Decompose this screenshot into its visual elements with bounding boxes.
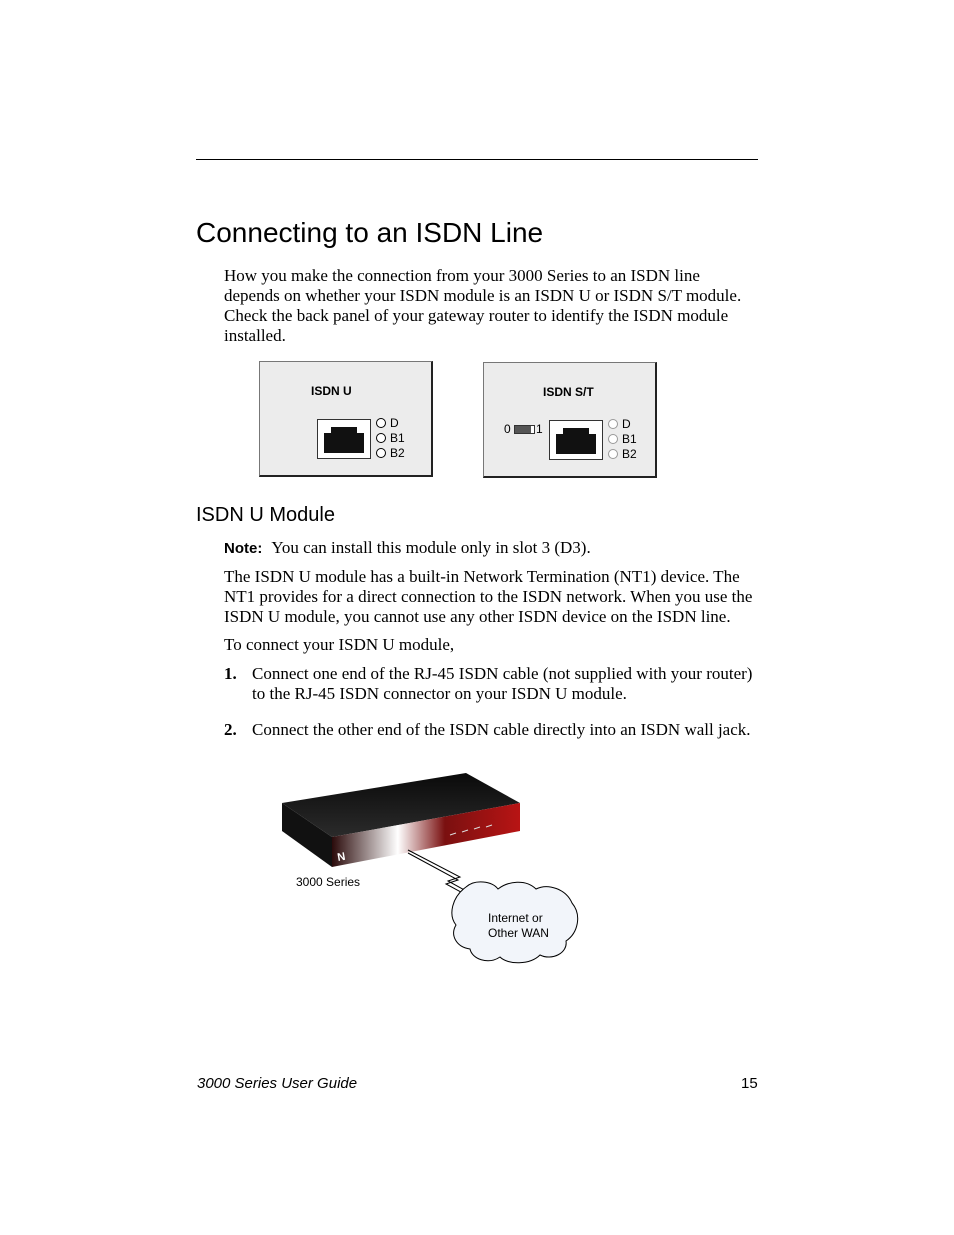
cloud-line: Internet or	[488, 911, 543, 925]
step-text	[252, 720, 762, 740]
step-number: 2.	[224, 720, 237, 739]
isdn-st-leds	[608, 417, 637, 462]
switch-label-1: 1	[536, 422, 543, 436]
switch-label-0: 0	[504, 422, 511, 436]
step-line: Connect the other end of the ISDN cable directly into an ISDN wall jack.	[252, 720, 751, 739]
intro-line: installed.	[224, 326, 286, 345]
nt1-line: NT1 provides for a direct connection to the ISDN network. When you use the	[224, 587, 753, 606]
led-label: D	[390, 416, 399, 430]
note-text: You can install this module only in slot 3 (D3).	[271, 538, 591, 557]
step-line: to the RJ-45 ISDN connector on your ISDN U module.	[252, 684, 627, 703]
footer-title: 3000 Series User Guide	[197, 1075, 358, 1092]
nt1-line: ISDN U module, you cannot use any other ISDN device on the ISDN line.	[224, 607, 731, 626]
led-label: B2	[622, 447, 637, 461]
isdn-st-panel	[483, 362, 657, 478]
led-icon	[608, 449, 618, 459]
led-indicator	[376, 431, 405, 446]
step-line: Connect one end of the RJ-45 ISDN cable (not supplied with your router)	[252, 664, 753, 683]
led-icon	[376, 418, 386, 428]
led-indicator	[376, 446, 405, 461]
note	[224, 538, 591, 559]
led-indicator	[376, 416, 405, 431]
led-icon	[376, 433, 386, 443]
isdn-u-panel	[259, 361, 433, 477]
nt1-line: The ISDN U module has a built-in Network Termination (NT1) device. The	[224, 567, 740, 586]
led-indicator	[608, 432, 637, 447]
led-icon	[608, 434, 618, 444]
led-label: B1	[390, 431, 405, 445]
page-number: 15	[741, 1075, 758, 1092]
led-indicator	[608, 447, 637, 462]
isdn-u-leds	[376, 416, 405, 461]
router-diagram	[270, 765, 590, 975]
intro-line: depends on whether your ISDN module is an ISDN U or ISDN S/T module.	[224, 286, 742, 305]
rj45-port-icon	[549, 420, 603, 460]
isdn-st-label: ISDN S/T	[543, 385, 594, 399]
led-label: B2	[390, 446, 405, 460]
led-label: B1	[622, 432, 637, 446]
led-icon	[376, 448, 386, 458]
step-number: 1.	[224, 664, 237, 683]
connect-intro: To connect your ISDN U module,	[224, 635, 455, 654]
header-rule	[196, 159, 758, 160]
router-label: 3000 Series	[296, 875, 361, 889]
step-text	[252, 664, 762, 704]
rj45-port-icon	[317, 419, 371, 459]
section-heading: ISDN U Module	[196, 504, 335, 526]
note-label: Note:	[224, 540, 263, 557]
intro-paragraph	[224, 266, 759, 346]
page-title: Connecting to an ISDN Line	[196, 217, 544, 248]
led-icon	[608, 419, 618, 429]
toggle-switch-icon	[514, 425, 535, 434]
cloud-label	[488, 911, 549, 941]
router-icon	[282, 773, 520, 867]
led-indicator	[608, 417, 637, 432]
led-label: D	[622, 417, 631, 431]
intro-line: How you make the connection from your 3000 Series to an ISDN line	[224, 266, 700, 285]
nt1-paragraph	[224, 567, 764, 627]
intro-line: Check the back panel of your gateway router to identify the ISDN module	[224, 306, 729, 325]
svg-text:N: N	[336, 850, 347, 864]
isdn-u-label: ISDN U	[311, 384, 352, 398]
cloud-line: Other WAN	[488, 926, 549, 940]
